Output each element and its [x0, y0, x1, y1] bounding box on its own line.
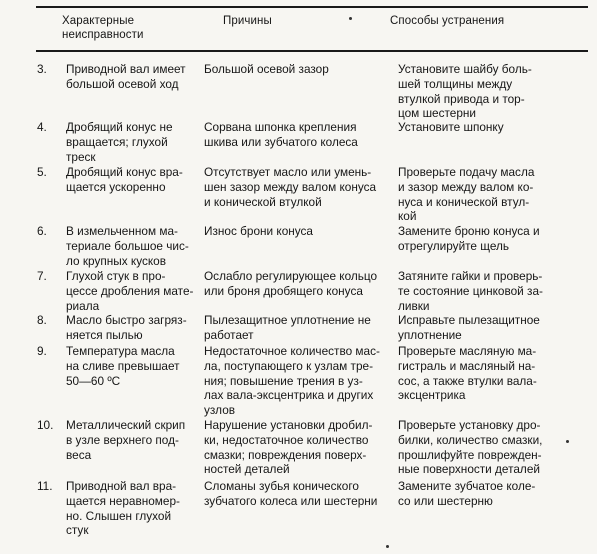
cause-cell: Сорвана шпонка крепления шкива или зубчатого колеса: [204, 120, 358, 149]
remedy-cell: Проверьте подачу масла и зазор между валом ко- нуса и конической втул- кой: [398, 165, 535, 224]
remedy-cell: Затяните гайки и проверь- те состояние цинковой за- ливки: [398, 269, 543, 313]
header-faults: Характерные неисправности: [62, 15, 144, 41]
fault-cell: Приводной вал вра- щается неравномер- но. Слышен глухой стук: [66, 479, 180, 538]
top-rule: [36, 6, 588, 8]
fault-cell: Дробящий конус вра- щается ускоренно: [66, 165, 183, 194]
cause-cell: Недостаточное количество мас- ла, поступающего к узлам тре- ния; повышение трения в уз- лах вала-эксцентрика и других узлов: [204, 344, 380, 418]
header-remedies: Способы устранения: [390, 15, 505, 27]
fault-cell: Температура масла на сливе превышает 50—60 ºС: [66, 344, 180, 388]
remedy-cell: Установите шпонку: [398, 120, 504, 134]
cause-cell: Большой осевой зазор: [204, 62, 329, 76]
fault-cell: Приводной вал имеет большой осевой ход: [66, 62, 186, 91]
header-causes: Причины: [223, 15, 272, 27]
row-number: 3.: [37, 62, 47, 76]
scan-speck: [566, 440, 569, 443]
remedy-cell: Проверьте установку дро- билки, количество смазки, прошлифуйте поврежден- ные поверхности деталей: [398, 418, 543, 477]
row-number: 6.: [37, 224, 47, 238]
row-number: 7.: [37, 269, 47, 283]
fault-cell: Глухой стук в про- цессе дробления мате- риала: [66, 269, 194, 313]
cause-cell: Износ брони конуса: [204, 224, 313, 238]
remedy-cell: Проверьте масляную ма- гистраль и масляный на- сос, а также втулки вала- эксцентрика: [398, 344, 537, 403]
fault-cell: Масло быстро загряз- няется пылью: [66, 313, 187, 342]
cause-cell: Нарушение установки дробил- ки, недостаточное количество смазки; повреждения поверх- ностей деталей: [204, 418, 373, 477]
row-number: 11.: [37, 479, 53, 493]
scan-speck: [349, 17, 352, 20]
fault-cell: Дробящий конус не вращается; глухой треск: [66, 120, 173, 164]
remedy-cell: Замените зубчатое коле- со или шестерню: [398, 479, 536, 508]
scan-speck: [386, 545, 389, 548]
remedy-cell: Установите шайбу боль- шей толщины между втулкой привода и тор- цом шестерни: [398, 62, 532, 121]
cause-cell: Отсутствует масло или умень- шен зазор между валом конуса и конической втулкой: [204, 165, 377, 209]
cause-cell: Ослабло регулирующее кольцо или броня дробящего конуса: [204, 269, 378, 298]
cause-cell: Пылезащитное уплотнение не работает: [204, 313, 371, 342]
header-rule: [36, 50, 588, 52]
row-number: 8.: [37, 313, 47, 327]
remedy-cell: Замените броню конуса и отрегулируйте щель: [398, 224, 540, 253]
cause-cell: Сломаны зубья конического зубчатого колеса или шестерни: [204, 479, 378, 508]
row-number: 9.: [37, 344, 47, 358]
row-number: 4.: [37, 120, 47, 134]
fault-cell: Металлический скрип в узле верхнего под- веса: [66, 418, 186, 462]
fault-cell: В измельченном ма- териале большое чис- ло крупных кусков: [66, 224, 189, 268]
row-number: 10.: [37, 418, 54, 432]
remedy-cell: Исправьте пылезащитное уплотнение: [398, 313, 540, 342]
row-number: 5.: [37, 165, 47, 179]
